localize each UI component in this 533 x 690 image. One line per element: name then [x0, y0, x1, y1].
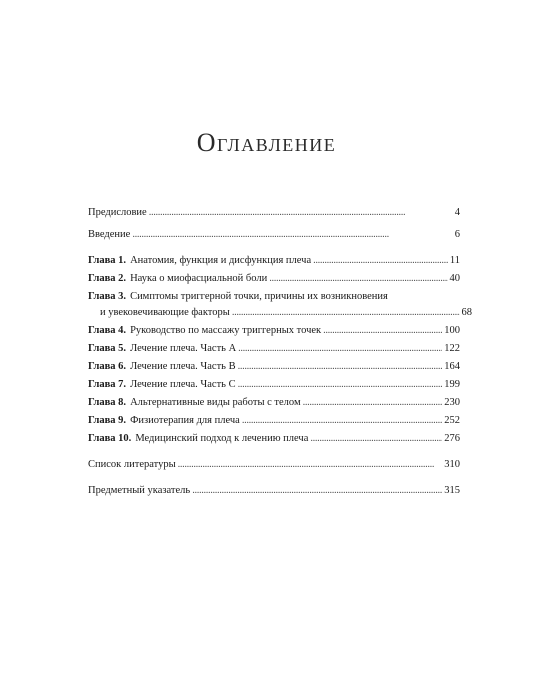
toc-entry-title: Наука о миофасциальной боли [130, 273, 268, 284]
toc-entry-chapter-5 [88, 342, 460, 356]
chapter-label: Глава 6. [88, 361, 127, 372]
toc-entry-title: Предисловие [88, 207, 147, 218]
dot-leader [132, 228, 452, 242]
toc-entry-title: Предметный указатель [88, 485, 191, 496]
toc-entry-chapter-8 [88, 396, 460, 410]
toc-entry-page: 199 [444, 379, 460, 390]
toc-entry-chapter-4 [88, 324, 460, 338]
toc-entry-title: Альтернативные виды работы с телом [130, 397, 301, 408]
dot-leader [313, 254, 448, 268]
dot-leader [303, 396, 443, 410]
dot-leader [323, 324, 442, 338]
toc-entry-page: 122 [444, 343, 460, 354]
toc-entry-title: Список литературы [88, 459, 176, 470]
toc-entry-title: Анатомия, функция и дисфункция плеча [130, 255, 312, 266]
toc-entry-title: Лечение плеча. Часть C [130, 379, 236, 390]
toc-entry-page: 315 [444, 485, 460, 496]
toc-entry-page: 11 [449, 255, 460, 266]
dot-leader [238, 360, 443, 374]
toc-entry-preface [88, 206, 460, 220]
toc-entry-page: 4 [454, 207, 460, 218]
toc-entry-chapter-7 [88, 378, 460, 392]
toc-entry-page: 68 [461, 307, 472, 318]
toc-entry-index [88, 484, 460, 498]
toc-entry-page: 230 [444, 397, 460, 408]
chapter-label: Глава 9. [88, 415, 127, 426]
toc-entry-page: 100 [444, 325, 460, 336]
toc-entry-title-continued: и увековечивающие факторы [100, 307, 230, 318]
dot-leader [178, 458, 443, 472]
toc-entry-chapter-1 [88, 254, 460, 268]
chapter-label: Глава 10. [88, 433, 132, 444]
chapter-label: Глава 8. [88, 397, 127, 408]
toc-entry-title: Лечение плеча. Часть A [130, 343, 237, 354]
dot-leader [310, 432, 442, 446]
dot-leader [242, 414, 442, 428]
toc-entry-introduction [88, 228, 460, 242]
toc-entry-chapter-6 [88, 360, 460, 374]
toc-entry-chapter-3 [88, 290, 460, 304]
toc-entry-page: 6 [454, 229, 460, 240]
chapter-label: Глава 2. [88, 273, 127, 284]
toc-entry-references [88, 458, 460, 472]
dot-leader [149, 206, 453, 220]
toc-entry-chapter-10 [88, 432, 460, 446]
toc-entry-page: 276 [444, 433, 460, 444]
chapter-label: Глава 3. [88, 291, 127, 302]
chapter-label: Глава 1. [88, 255, 127, 266]
toc-entry-page: 252 [444, 415, 460, 426]
toc-entry-page: 40 [449, 273, 460, 284]
dot-leader [192, 484, 442, 498]
toc-entry-chapter-3-continued [88, 306, 472, 320]
dot-leader [238, 378, 443, 392]
toc-entry-title: Введение [88, 229, 131, 240]
chapter-label: Глава 7. [88, 379, 127, 390]
toc-entry-page: 164 [444, 361, 460, 372]
toc-entry-title: Медицинский подход к лечению плеча [135, 433, 309, 444]
toc-entry-title: Физиотерапия для плеча [130, 415, 240, 426]
chapter-label: Глава 4. [88, 325, 127, 336]
dot-leader [232, 306, 460, 320]
toc-entry-page: 310 [444, 459, 460, 470]
toc-entry-title: Руководство по массажу триггерных точек [130, 325, 322, 336]
page-title: Оглавление [196, 128, 337, 157]
chapter-label: Глава 5. [88, 343, 127, 354]
toc-entry-chapter-2 [88, 272, 460, 286]
toc-entry-chapter-9 [88, 414, 460, 428]
dot-leader [269, 272, 447, 286]
toc-entry-title: Симптомы триггерной точки, причины их возникновения [130, 291, 388, 302]
toc-entry-title: Лечение плеча. Часть B [130, 361, 236, 372]
dot-leader [238, 342, 442, 356]
